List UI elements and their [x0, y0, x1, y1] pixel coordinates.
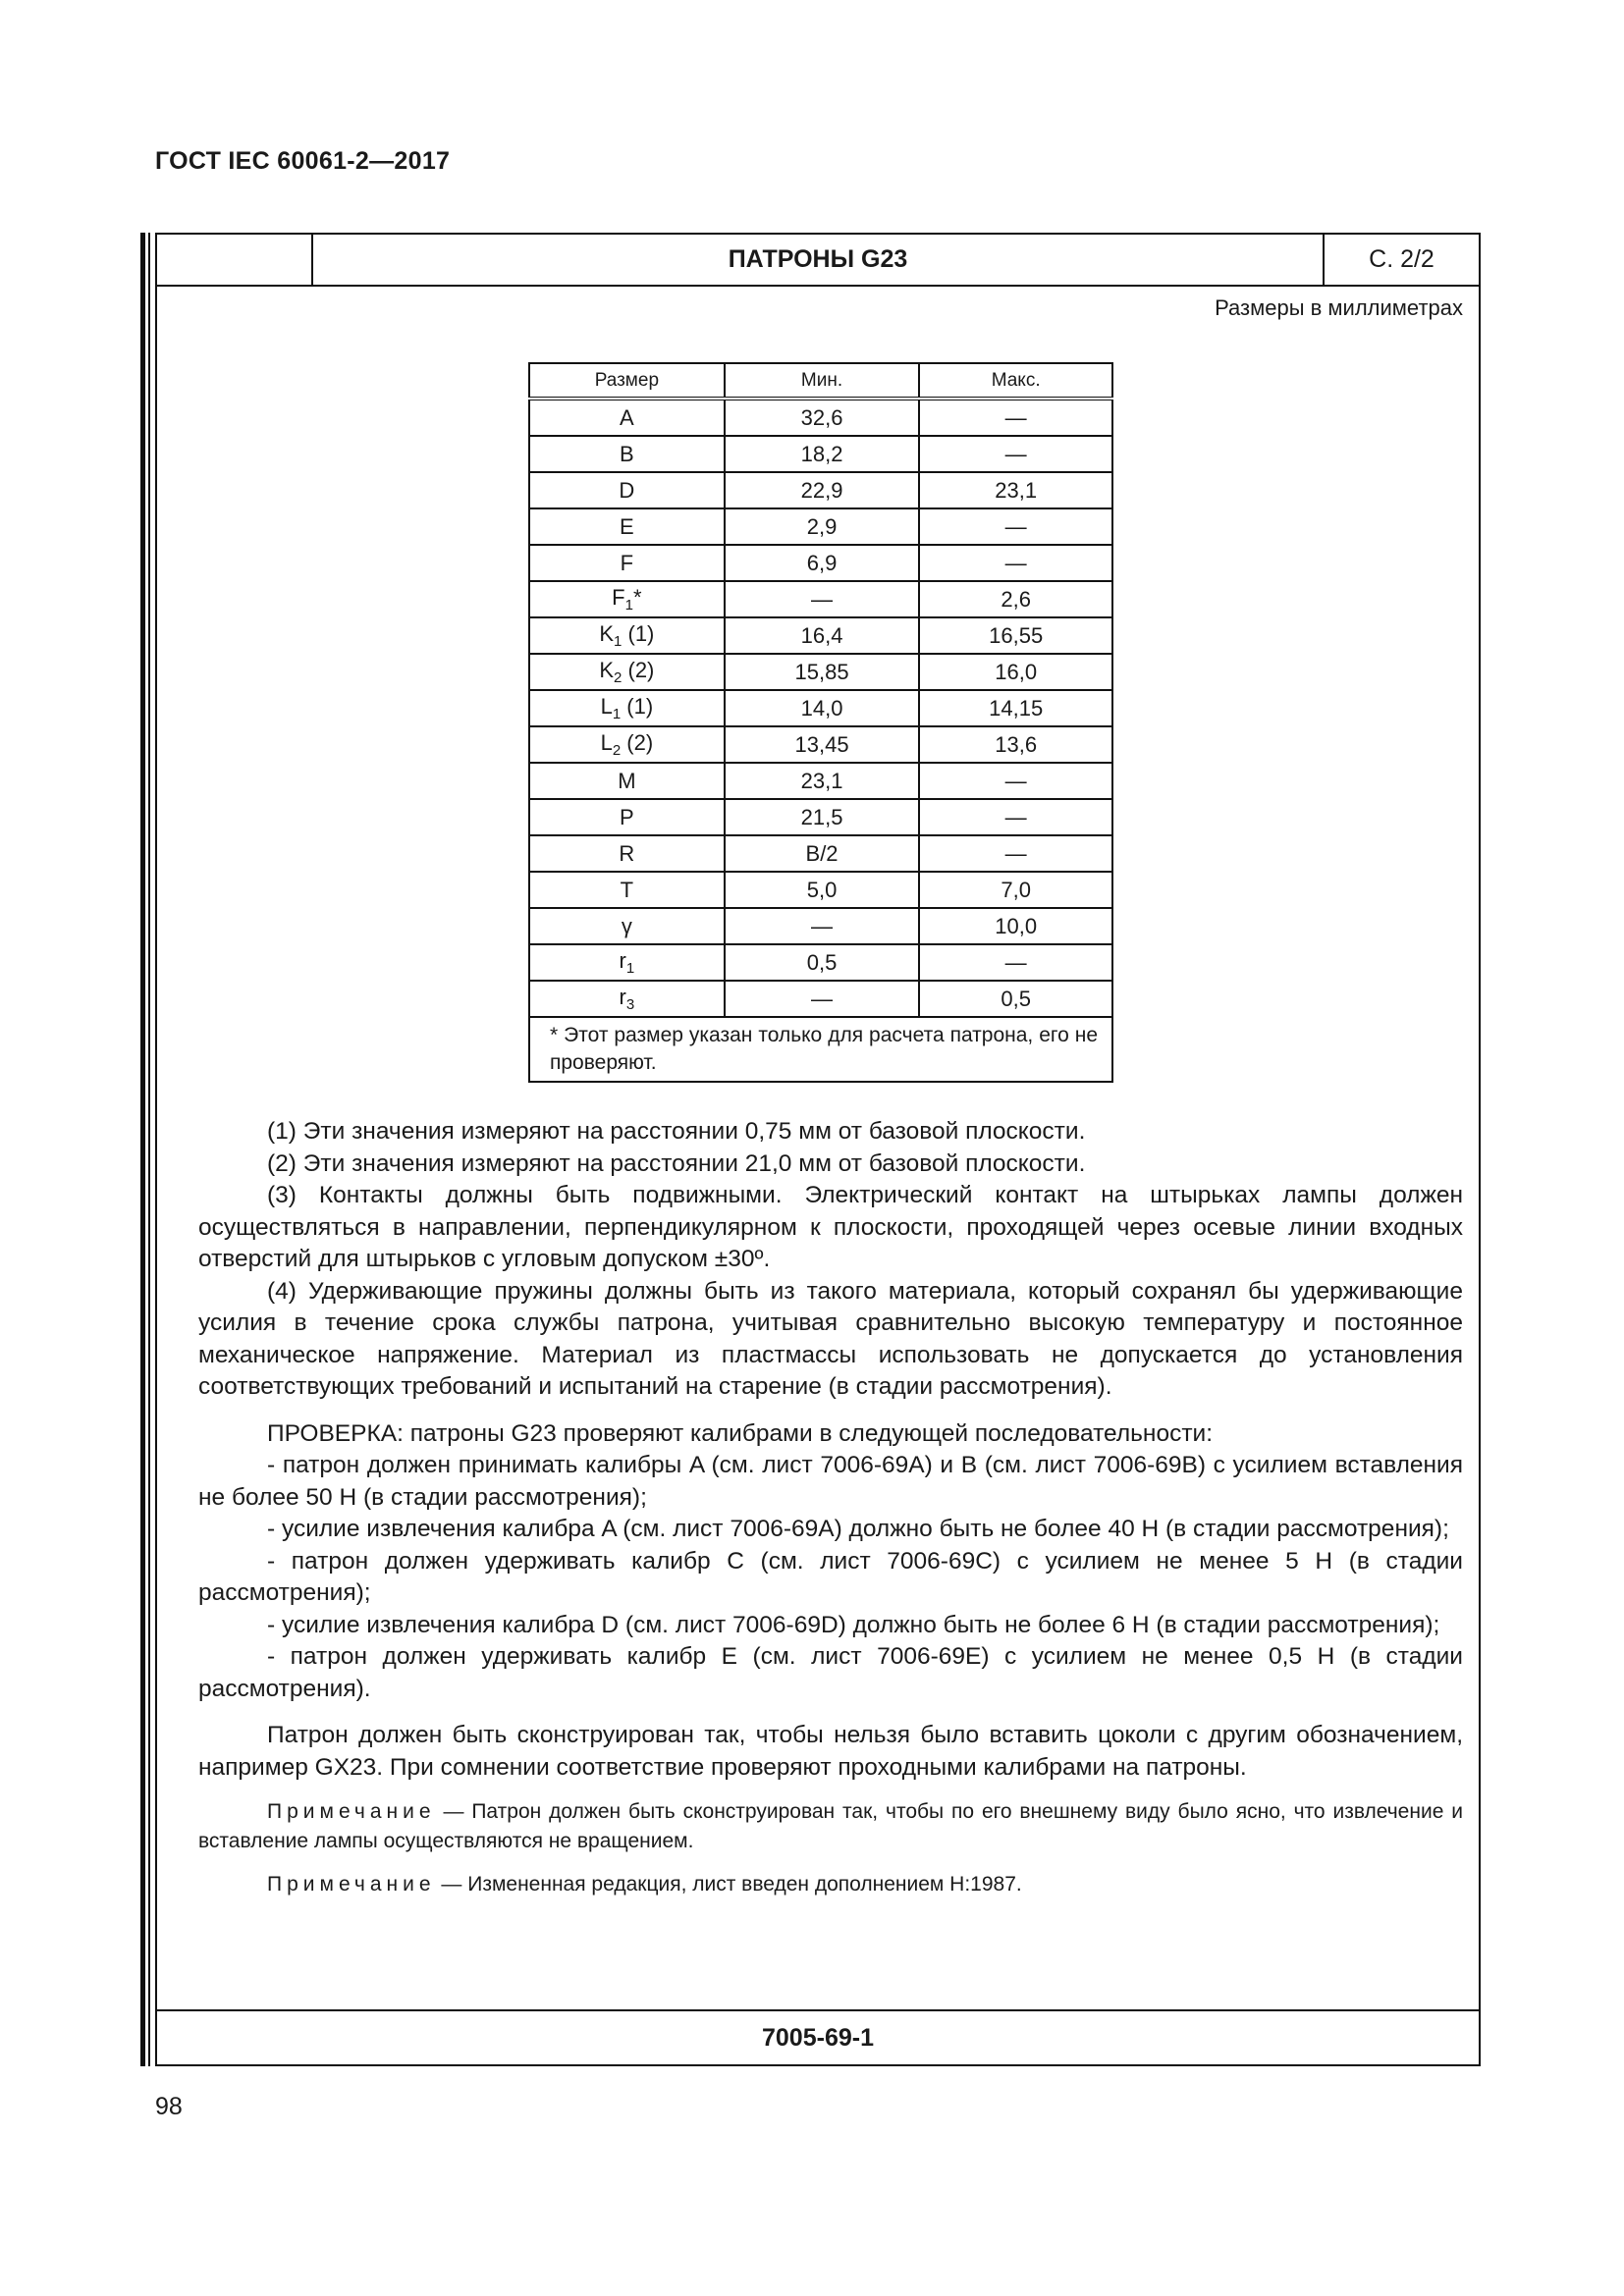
- dimension-min: 16,4: [725, 617, 920, 654]
- remark-4: (4) Удерживающие пружины должны быть из такого материала, который сохранял бы удерживающие усилия в течение срока службы патрона, учитывая сравнительно высокую температуру и постоянное механическое напряжение. Материал из пластмассы использовать не допускается до установления соответствующих требований и испытаний на старение (в стадии рассмотрения).: [198, 1277, 1463, 1400]
- design-requirement: Патрон должен быть сконструирован так, чтобы нельзя было вставить цоколи с другим обозначением, например GX23. При сомнении соответствие проверяют проходными калибрами на патроны.: [198, 1722, 1463, 1781]
- note-2: [198, 1870, 1463, 1899]
- page-number: 98: [155, 2093, 183, 2120]
- check-item-2: - усилие извлечения калибра A (см. лист 7006-69A) должно быть не более 40 Н (в стадии рассмотрения);: [267, 1516, 1449, 1542]
- units-note: Размеры в миллиметрах: [1215, 295, 1463, 320]
- check-intro: ПРОВЕРКА: патроны G23 проверяют калибрами в следующей последовательности:: [267, 1419, 1214, 1447]
- remark-2: (2) Эти значения измеряют на расстоянии 21,0 мм от базовой плоскости.: [267, 1149, 1086, 1177]
- table-row: [529, 872, 1112, 908]
- dimension-name: P: [529, 799, 725, 835]
- dimension-max: 7,0: [919, 872, 1112, 908]
- table-row: [529, 508, 1112, 545]
- sheet-frame: [155, 233, 1481, 2066]
- check-item-5: - патрон должен удерживать калибр E (см. лист 7006-69E) с усилием не менее 0,5 Н (в стадии рассмотрения).: [198, 1643, 1463, 1702]
- dimensions-table: [528, 362, 1113, 1083]
- dimension-name: R: [529, 835, 725, 872]
- dimension-name: A: [529, 399, 725, 436]
- dimension-min: 32,6: [725, 399, 920, 436]
- dimension-min: 21,5: [725, 799, 920, 835]
- table-row: [529, 617, 1112, 654]
- dimension-max: —: [919, 545, 1112, 581]
- table-row: [529, 908, 1112, 944]
- dimension-max: 14,15: [919, 690, 1112, 726]
- dimension-min: 14,0: [725, 690, 920, 726]
- dimension-max: 16,0: [919, 654, 1112, 690]
- table-footnote: * Этот размер указан только для расчета патрона, его не проверяют.: [529, 1017, 1112, 1082]
- note-1-label: Примечание: [267, 1800, 436, 1823]
- dimension-min: —: [725, 908, 920, 944]
- dimension-name: $K_1$ (1): [529, 617, 725, 654]
- dimension-min: B/2: [725, 835, 920, 872]
- remark-1: (1) Эти значения измеряют на расстоянии 0,75 мм от базовой плоскости.: [267, 1118, 1086, 1145]
- dimension-name: $r_1$: [529, 944, 725, 981]
- title-cell-empty: [157, 235, 313, 285]
- col-header-size: Размер: [529, 363, 725, 399]
- dimension-min: 2,9: [725, 508, 920, 545]
- sheet-page-ref: С. 2/2: [1369, 245, 1435, 273]
- sheet-title-row: [157, 235, 1479, 287]
- table-row: [529, 545, 1112, 581]
- table-row: [529, 726, 1112, 763]
- dimension-name: $F_1*$: [529, 581, 725, 617]
- table-row: [529, 690, 1112, 726]
- dimension-max: —: [919, 508, 1112, 545]
- dimension-min: —: [725, 981, 920, 1017]
- dimension-max: 0,5: [919, 981, 1112, 1017]
- dimension-name: D: [529, 472, 725, 508]
- table-row: [529, 399, 1112, 436]
- dimension-max: —: [919, 799, 1112, 835]
- dimension-min: 22,9: [725, 472, 920, 508]
- dimension-max: —: [919, 763, 1112, 799]
- dimension-max: —: [919, 944, 1112, 981]
- note-2-label: Примечание: [267, 1873, 436, 1896]
- dimension-name: $L_2$ (2): [529, 726, 725, 763]
- dimension-name: T: [529, 872, 725, 908]
- dimension-min: 18,2: [725, 436, 920, 472]
- check-item-1: - патрон должен принимать калибры A (см. лист 7006-69A) и B (см. лист 7006-69B) с усилием вставления не более 50 Н (в стадии рассмотрения);: [198, 1452, 1463, 1511]
- dimension-name: $r_3$: [529, 981, 725, 1017]
- dimension-name: B: [529, 436, 725, 472]
- table-footnote-row: [529, 1017, 1112, 1082]
- table-row: [529, 799, 1112, 835]
- dimension-max: —: [919, 399, 1112, 436]
- dimension-min: 13,45: [725, 726, 920, 763]
- body-text: [198, 1116, 1463, 1899]
- dimension-name: F: [529, 545, 725, 581]
- dimension-name: $L_1$ (1): [529, 690, 725, 726]
- sheet-code: 7005-69-1: [157, 2009, 1479, 2064]
- dimension-max: 10,0: [919, 908, 1112, 944]
- check-item-3: - патрон должен удерживать калибр C (см. лист 7006-69C) с усилием не менее 5 Н (в стадии рассмотрения);: [198, 1547, 1463, 1606]
- dimension-max: 16,55: [919, 617, 1112, 654]
- dimension-name: E: [529, 508, 725, 545]
- dimension-max: 2,6: [919, 581, 1112, 617]
- dimension-name: γ: [529, 908, 725, 944]
- table-header-row: [529, 363, 1112, 399]
- table-row: [529, 763, 1112, 799]
- table-body: [529, 399, 1112, 1017]
- table-row: [529, 654, 1112, 690]
- note-1: [198, 1797, 1463, 1856]
- dimension-min: 5,0: [725, 872, 920, 908]
- dimension-max: 23,1: [919, 472, 1112, 508]
- dimension-min: —: [725, 581, 920, 617]
- remark-3: (3) Контакты должны быть подвижными. Электрический контакт на штырьках лампы должен осуществляться в направлении, перпендикулярном к плоскости, проходящей через осевые линии входных отверстий для штырьков с угловым допуском ±30º.: [198, 1182, 1463, 1272]
- table-row: [529, 472, 1112, 508]
- sheet-title: ПАТРОНЫ G23: [313, 235, 1325, 285]
- dimension-name: $K_2$ (2): [529, 654, 725, 690]
- dimension-max: —: [919, 835, 1112, 872]
- frame-left-bar: [140, 233, 145, 2066]
- note-1-text: — Патрон должен быть сконструирован так, чтобы по его внешнему виду было ясно, что извлечение и вставление лампы осуществляются не вращением.: [198, 1800, 1463, 1852]
- note-2-text: — Измененная редакция, лист введен дополнением Н:1987.: [435, 1873, 1022, 1896]
- table-row: [529, 436, 1112, 472]
- check-item-4: - усилие извлечения калибра D (см. лист 7006-69D) должно быть не более 6 Н (в стадии рассмотрения);: [267, 1611, 1440, 1638]
- dimension-min: 15,85: [725, 654, 920, 690]
- dimension-min: 23,1: [725, 763, 920, 799]
- dimension-min: 0,5: [725, 944, 920, 981]
- table-row: [529, 944, 1112, 981]
- table-row: [529, 581, 1112, 617]
- dimension-min: 6,9: [725, 545, 920, 581]
- table-row: [529, 981, 1112, 1017]
- dimension-max: 13,6: [919, 726, 1112, 763]
- dimension-max: —: [919, 436, 1112, 472]
- dimension-name: M: [529, 763, 725, 799]
- standard-header: ГОСТ IEC 60061-2—2017: [155, 147, 451, 175]
- frame-left-bar-inner: [148, 233, 150, 2066]
- col-header-max: Макс.: [919, 363, 1112, 399]
- table-row: [529, 835, 1112, 872]
- col-header-min: Мин.: [725, 363, 920, 399]
